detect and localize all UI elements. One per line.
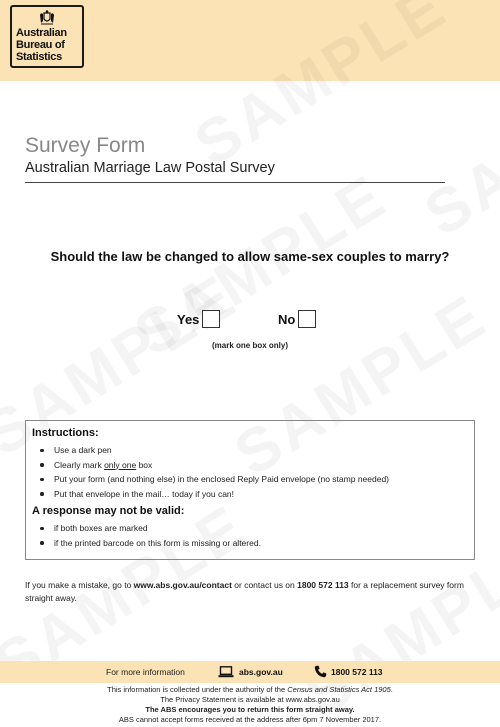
footer-line [0, 705, 500, 715]
contact-bar [0, 661, 500, 683]
mistake-text: If you make a mistake, go to [25, 580, 134, 590]
list-item: Put your form (and nothing else) in the enclosed Reply Paid envelope (no stamp needed) [54, 472, 468, 487]
mistake-notice [25, 579, 475, 605]
more-info-label: For more information [106, 667, 185, 677]
no-option [278, 309, 316, 329]
act-name: Census and Statistics Act 1905 [287, 685, 391, 694]
invalid-list [32, 521, 468, 550]
list-item [54, 458, 468, 473]
mistake-text: or contact us on [231, 580, 298, 590]
phone-number: 1800 572 113 [331, 667, 383, 677]
logo-line: Bureau of [16, 39, 65, 51]
footer-line: ABS cannot accept forms received at the address after 6pm 7 November 2017. [118, 715, 382, 724]
mistake-text: for a replacement survey form straight away. [25, 580, 464, 603]
list-item: Put that envelope in the mail… today if you can! [54, 487, 468, 502]
laptop-icon [218, 666, 234, 678]
title-divider [25, 182, 445, 183]
logo-line: Statistics [16, 51, 62, 63]
website-link[interactable]: abs.gov.au [239, 667, 283, 677]
list-item-text: Clearly mark [54, 459, 105, 470]
form-subtitle: Australian Marriage Law Postal Survey [25, 160, 275, 176]
footer-emphasis: The ABS encourages you to return this form straight away. [145, 705, 355, 714]
no-label: No [278, 311, 296, 327]
list-item-text: box [136, 459, 153, 470]
instructions-box [25, 420, 475, 560]
survey-question: Should the law be changed to allow same-sex couples to marry? [50, 249, 450, 264]
list-item: if both boxes are marked [54, 521, 468, 536]
invalid-heading: A response may not be valid: [32, 505, 185, 517]
instructions-heading: Instructions: [32, 427, 99, 439]
logo-line: Australian [16, 27, 67, 39]
instructions-list [32, 443, 468, 501]
list-item-emphasis: only one [104, 459, 137, 470]
contact-url[interactable]: www.abs.gov.au/contact [133, 580, 232, 590]
mark-one-note: (mark one box only) [211, 341, 288, 350]
footer-text: This information is collected under the authority of the [107, 685, 288, 694]
yes-checkbox[interactable] [202, 310, 220, 328]
phone-icon [314, 665, 327, 678]
yes-option [177, 309, 220, 329]
sample-watermark [123, 161, 400, 371]
coat-of-arms-icon [38, 10, 56, 26]
no-checkbox[interactable] [298, 310, 316, 328]
list-item: if the printed barcode on this form is missing or altered. [54, 536, 468, 551]
logo-text [16, 27, 82, 63]
abs-logo [10, 5, 84, 68]
footer-text: . [390, 685, 393, 694]
footer-line [0, 685, 500, 695]
form-title: Survey Form [25, 134, 146, 157]
contact-phone: 1800 572 113 [297, 580, 349, 590]
yes-label: Yes [177, 311, 200, 327]
list-item: Use a dark pen [54, 443, 468, 458]
footer-line: The Privacy Statement is available at www.abs.gov.au [160, 695, 340, 704]
footer-notes [0, 685, 500, 725]
